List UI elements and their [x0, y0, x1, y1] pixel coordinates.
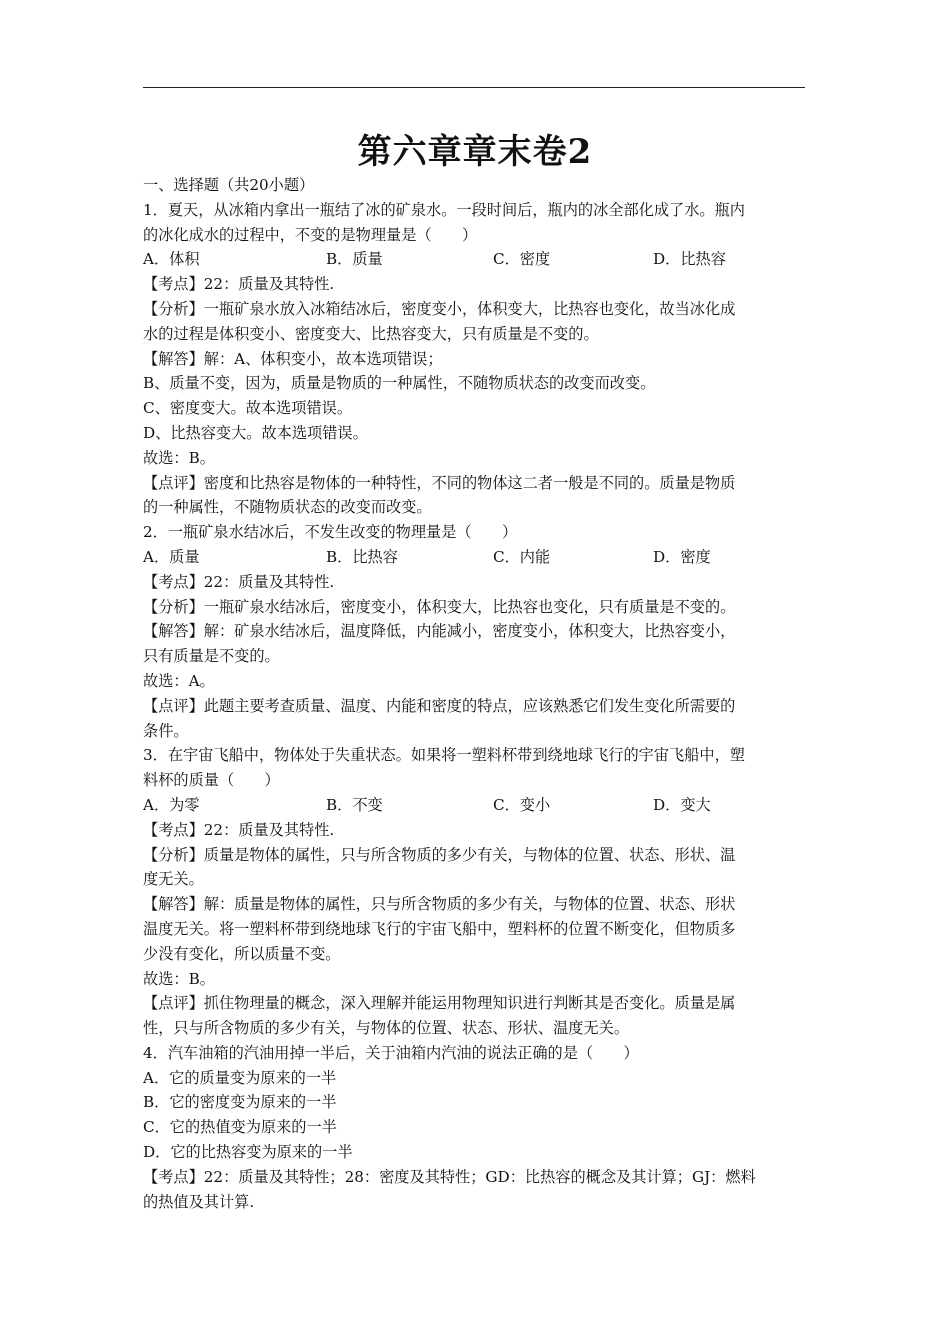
option-c: C．变小 — [493, 795, 551, 814]
analysis: 【分析】质量是物体的属性，只与所含物质的多少有关，与物体的位置、状态、形状、温 — [143, 845, 736, 864]
solution: 【解答】解：A、体积变小，故本选项错误； — [143, 349, 443, 368]
option-d: D．密度 — [653, 547, 711, 566]
option-b: B．质量 — [326, 250, 383, 269]
option-b: B．比热容 — [326, 547, 398, 566]
question-stem: 的冰化成水的过程中，不变的是物理量是（ ） — [143, 225, 478, 244]
knowledge-point: 【考点】22：质量及其特性. — [143, 572, 335, 591]
solution: 只有质量是不变的。 — [143, 647, 280, 666]
comment: 【点评】密度和比热容是物体的一种特性，不同的物体这二者一般是不同的。质量是物质 — [143, 473, 736, 492]
option-d: D．比热容 — [653, 250, 726, 269]
knowledge-point: 【考点】22：质量及其特性. — [143, 820, 335, 839]
analysis: 【分析】一瓶矿泉水放入冰箱结冰后，密度变小，体积变大，比热容也变化，故当冰化成 — [143, 299, 736, 318]
answer-options — [143, 545, 808, 570]
question-stem: 3．在宇宙飞船中，物体处于失重状态。如果将一塑料杯带到绕地球飞行的宇宙飞船中，塑 — [143, 746, 745, 765]
solution: 少没有变化，所以质量不变。 — [143, 944, 341, 963]
answer-options — [143, 247, 808, 272]
question-2 — [143, 520, 808, 743]
comment: 条件。 — [143, 721, 189, 740]
answer: 故选：A。 — [143, 671, 215, 690]
question-stem: 2．一瓶矿泉水结冰后，不发生改变的物理量是（ ） — [143, 523, 518, 542]
option-a: A．体积 — [143, 250, 200, 269]
option-d: D．变大 — [653, 795, 711, 814]
question-1 — [143, 198, 808, 520]
option-c: C．它的热值变为原来的一半 — [143, 1118, 337, 1137]
solution: 温度无关。将一塑料杯带到绕地球飞行的宇宙飞船中，塑料杯的位置不断变化，但物质多 — [143, 919, 736, 938]
answer: 故选：B。 — [143, 969, 215, 988]
answer: 故选：B。 — [143, 448, 215, 467]
option-a: A．质量 — [143, 547, 200, 566]
knowledge-point: 的热值及其计算. — [143, 1192, 255, 1211]
question-stem: 1．夏天，从冰箱内拿出一瓶结了冰的矿泉水。一段时间后，瓶内的冰全部化成了水。瓶内 — [143, 200, 745, 219]
analysis: 水的过程是体积变小、密度变大、比热容变大，只有质量是不变的。 — [143, 324, 599, 343]
question-4 — [143, 1041, 808, 1215]
page-title: 第六章章末卷2 — [357, 132, 593, 172]
section-heading: 一、选择题（共20小题） — [143, 176, 315, 194]
answer-options — [143, 793, 808, 818]
solution: C、密度变大。故本选项错误。 — [143, 399, 353, 418]
question-stem: 4．汽车油箱的汽油用掉一半后，关于油箱内汽油的说法正确的是（ ） — [143, 1043, 639, 1062]
document-body — [143, 173, 808, 1214]
option-b: B．它的密度变为原来的一半 — [143, 1093, 337, 1112]
option-b: B．不变 — [326, 795, 383, 814]
header-rule — [143, 87, 805, 88]
comment: 【点评】此题主要考查质量、温度、内能和密度的特点，应该熟悉它们发生变化所需要的 — [143, 696, 736, 715]
option-a: A．为零 — [143, 795, 200, 814]
option-c: C．密度 — [493, 250, 551, 269]
solution: 【解答】解：矿泉水结冰后，温度降低，内能减小，密度变小，体积变大，比热容变小， — [143, 622, 736, 641]
solution: D、比热容变大。故本选项错误。 — [143, 423, 368, 442]
knowledge-point: 【考点】22：质量及其特性. — [143, 275, 335, 294]
analysis: 度无关。 — [143, 870, 204, 889]
analysis: 【分析】一瓶矿泉水结冰后，密度变小，体积变大，比热容也变化，只有质量是不变的。 — [143, 597, 736, 616]
option-a: A．它的质量变为原来的一半 — [143, 1068, 337, 1087]
question-3 — [143, 743, 808, 1041]
knowledge-point: 【考点】22：质量及其特性；28：密度及其特性；GD：比热容的概念及其计算；GJ：燃料 — [143, 1167, 756, 1186]
comment: 性，只与所含物质的多少有关，与物体的位置、状态、形状、温度无关。 — [143, 1019, 629, 1038]
question-stem: 料杯的质量（ ） — [143, 771, 280, 790]
option-c: C．内能 — [493, 547, 551, 566]
solution: 【解答】解：质量是物体的属性，只与所含物质的多少有关，与物体的位置、状态、形状 — [143, 895, 736, 914]
comment: 的一种属性，不随物质状态的改变而改变。 — [143, 498, 432, 517]
solution: B、质量不变，因为，质量是物质的一种属性，不随物质状态的改变而改变。 — [143, 374, 656, 393]
comment: 【点评】抓住物理量的概念，深入理解并能运用物理知识进行判断其是否变化。质量是属 — [143, 994, 736, 1013]
option-d: D．它的比热容变为原来的一半 — [143, 1143, 353, 1162]
